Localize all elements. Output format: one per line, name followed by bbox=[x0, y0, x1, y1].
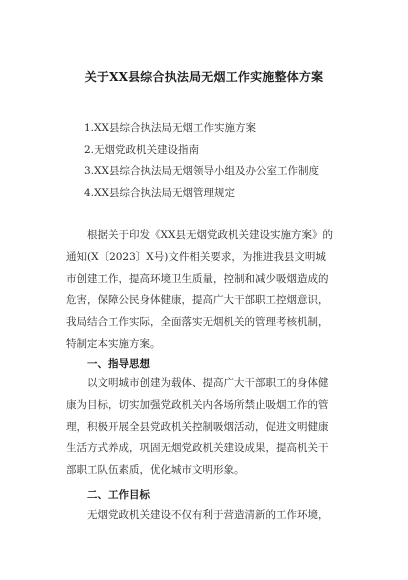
paragraph-line: 生活方式养成，巩固无烟党政机关建设成果，提高机关干 bbox=[66, 442, 329, 455]
paragraph-line: 以文明城市创建为载体、提高广大干部职工的身体健 bbox=[87, 377, 329, 389]
paragraph-line: 根据关于印发《XX县无烟党政机关建设实施方案》的 bbox=[87, 229, 333, 241]
section-heading-guiding-ideology: 一、指导思想 bbox=[87, 358, 150, 370]
paragraph-line: 无烟党政机关建设不仅有利于营造清新的工作环境， bbox=[87, 509, 329, 521]
attachment-item: 3.XX县综合执法局无烟领导小组及办公室工作制度 bbox=[84, 165, 319, 177]
attachment-item: 1.XX县综合执法局无烟工作实施方案 bbox=[84, 122, 256, 134]
paragraph-line: 部职工队伍素质，优化城市文明形象。 bbox=[66, 464, 245, 477]
paragraph-line: 市创建工作，提高环境卫生质量，控制和减少吸烟造成的 bbox=[66, 272, 329, 285]
section1-paragraph bbox=[66, 373, 350, 482]
paragraph-line: 特制定本实施方案。 bbox=[66, 337, 161, 350]
paragraph-line: 危害，保障公民身体健康，提高广大干部职工控烟意识， bbox=[66, 294, 329, 307]
document-title: 关于XX县综合执法局无烟工作实施整体方案 bbox=[84, 70, 324, 84]
attachment-item: 4.XX县综合执法局无烟管理规定 bbox=[84, 186, 235, 199]
paragraph-line: 康为目标，切实加强党政机关内各场所禁止吸烟工作的管 bbox=[66, 398, 329, 411]
section-heading-work-goals: 二、工作目标 bbox=[87, 489, 150, 501]
paragraph-line: 理，积极开展全县党政机关控制吸烟活动，促进文明健康 bbox=[66, 420, 329, 433]
attachment-item: 2.无烟党政机关建设指南 bbox=[84, 143, 200, 156]
section2-paragraph bbox=[66, 505, 350, 527]
paragraph-line: 我局结合工作实际，全面落实无烟机关的管理考核机制， bbox=[66, 316, 329, 329]
attachment-list bbox=[84, 118, 319, 204]
paragraph-line: 通知(X〔2023〕X号)文件相关要求，为推进我县文明城 bbox=[66, 250, 326, 263]
intro-paragraph bbox=[66, 225, 350, 356]
